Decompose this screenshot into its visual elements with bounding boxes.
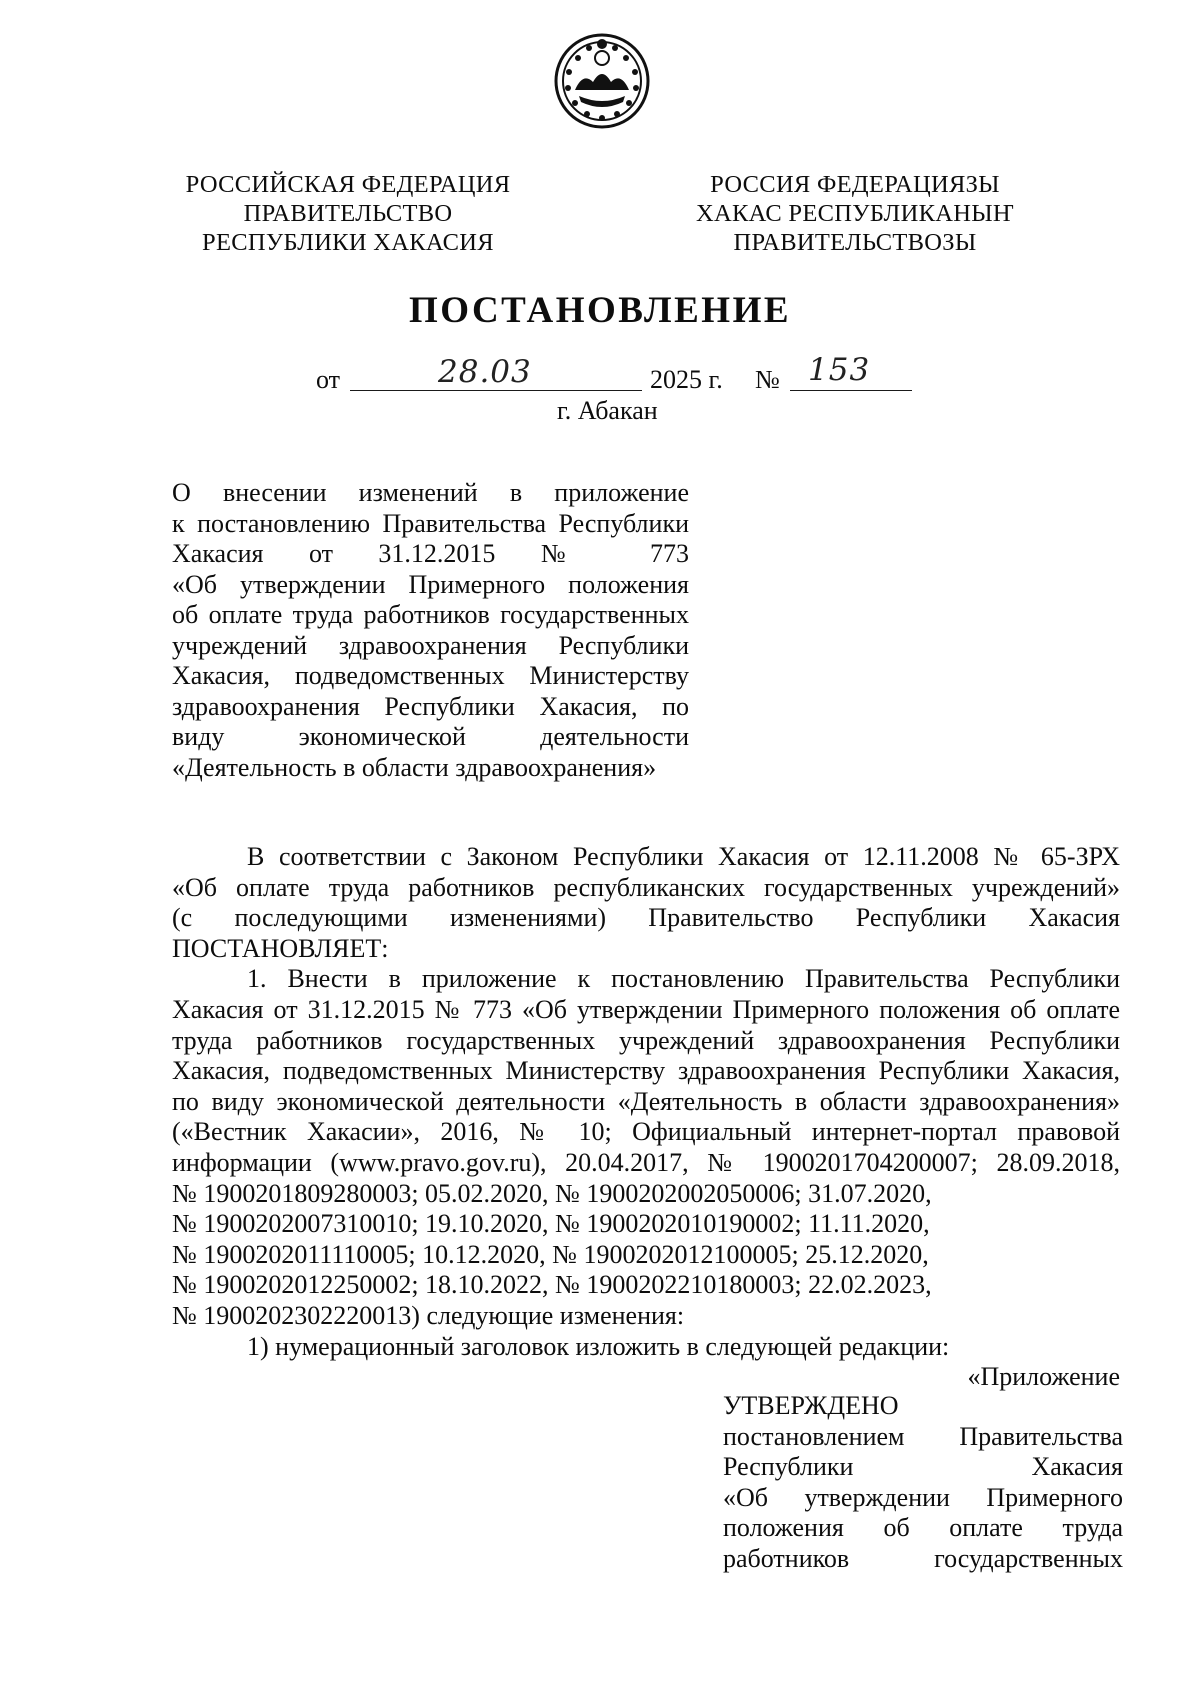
ref-cell: 18.10.2022, bbox=[425, 1270, 549, 1300]
header-left-line-3: РЕСПУБЛИКИ ХАКАСИЯ bbox=[202, 229, 494, 256]
ref-cell: № bbox=[555, 1178, 580, 1208]
handwritten-number: 153 bbox=[808, 352, 871, 388]
subitem-1: 1) нумерационный заголовок изложить в следующей редакции: bbox=[247, 1331, 950, 1361]
handwritten-date: 28.03 bbox=[438, 354, 532, 390]
item1-line: труда работников государственных учреждений здравоохранения Республики bbox=[172, 1025, 1120, 1055]
reference-row bbox=[172, 1209, 1120, 1240]
ref-cell: 10.12.2020, bbox=[422, 1239, 546, 1269]
subject-line: виду экономической деятельности bbox=[172, 722, 689, 751]
ref-cell: 1900202210180003; bbox=[586, 1270, 802, 1300]
subject-line: «Об утверждении Примерного положения bbox=[172, 569, 689, 599]
item1-line: Хакасия, подведомственных Министерству здравоохранения Республики Хакасия, bbox=[172, 1056, 1120, 1086]
header-left-line-2: ПРАВИТЕЛЬСТВО bbox=[243, 200, 453, 227]
ref-cell: № bbox=[172, 1239, 197, 1269]
approval-line: УТВЕРЖДЕНО bbox=[723, 1391, 899, 1420]
approval-line: Республики Хакасия bbox=[723, 1452, 1123, 1481]
ref-cell: № bbox=[555, 1270, 580, 1300]
number-underline bbox=[790, 390, 912, 391]
approval-block bbox=[723, 1391, 1123, 1574]
header-left-line-1: РОССИЙСКАЯ ФЕДЕРАЦИЯ bbox=[185, 171, 511, 198]
references-last-line: № 1900202302220013) следующие изменения: bbox=[172, 1300, 685, 1330]
ref-cell: 05.02.2020, bbox=[425, 1178, 549, 1208]
ref-cell: 31.07.2020, bbox=[808, 1178, 932, 1208]
city-label: г. Абакан bbox=[557, 396, 658, 425]
ref-cell: № bbox=[172, 1270, 197, 1300]
ref-cell: 1900202007310010; bbox=[203, 1209, 419, 1239]
number-label: № bbox=[755, 365, 780, 394]
ref-cell: 1900201809280003; bbox=[203, 1178, 419, 1208]
ref-cell: 25.12.2020, bbox=[805, 1239, 929, 1269]
reference-row bbox=[172, 1240, 1120, 1271]
subject-line: «Деятельность в области здравоохранения» bbox=[172, 752, 657, 782]
preamble-line: ПОСТАНОВЛЯЕТ: bbox=[172, 933, 389, 963]
subject-line: здравоохранения Республики Хакасия, по bbox=[172, 691, 689, 721]
item1-line: 1. Внести в приложение к постановлению Правительства Республики bbox=[247, 964, 1120, 994]
ref-cell: 1900202012100005; bbox=[583, 1239, 799, 1269]
preamble-line: В соответствии с Законом Республики Хакасия от 12.11.2008 № 65-ЗРХ bbox=[247, 842, 1120, 871]
subject-line: О внесении изменений в приложение bbox=[172, 478, 689, 507]
ref-cell: 22.02.2023, bbox=[808, 1270, 932, 1300]
date-from-label: от bbox=[316, 365, 341, 394]
ref-cell: № bbox=[172, 1178, 197, 1208]
header-right-line-1: РОССИЯ ФЕДЕРАЦИЯЗЫ bbox=[710, 171, 1000, 198]
reference-row bbox=[172, 1270, 1120, 1301]
ref-cell: 19.10.2020, bbox=[425, 1209, 549, 1239]
header-left-block bbox=[128, 170, 568, 257]
header-right-line-2: ХАКАС РЕСПУБЛИКАНЫҤ bbox=[695, 200, 1015, 227]
approval-line: положения об оплате труда bbox=[723, 1513, 1123, 1542]
ref-cell: 1900202011110005; bbox=[203, 1239, 416, 1269]
ref-cell: № bbox=[552, 1239, 577, 1269]
coat-of-arms-emblem bbox=[553, 32, 651, 130]
ref-cell: 1900202010190002; bbox=[586, 1209, 802, 1239]
preamble-line: «Об оплате труда работников республиканских государственных учреждений» bbox=[172, 872, 1120, 902]
approval-line: «Об утверждении Примерного bbox=[723, 1482, 1123, 1512]
subject-line: к постановлению Правительства Республики bbox=[172, 508, 689, 538]
appendix-label: «Приложение bbox=[967, 1362, 1120, 1392]
header-right-line-3: ПРАВИТЕЛЬСТВОЗЫ bbox=[733, 229, 977, 256]
subject-block bbox=[172, 478, 689, 783]
item1-line: информации (www.pravo.gov.ru), 20.04.2017, № 1900201704200007; 28.09.2018, bbox=[172, 1147, 1120, 1177]
approval-line: постановлением Правительства bbox=[723, 1421, 1123, 1451]
ref-cell: № bbox=[555, 1209, 580, 1239]
document-type-title: ПОСТАНОВЛЕНИЕ bbox=[408, 290, 792, 331]
approval-line: работников государственных bbox=[723, 1543, 1123, 1573]
ref-cell: 1900202012250002; bbox=[203, 1270, 419, 1300]
reference-row bbox=[172, 1179, 1120, 1210]
subject-line: об оплате труда работников государственных bbox=[172, 600, 689, 629]
header-right-block bbox=[635, 170, 1075, 257]
ref-cell: 1900202002050006; bbox=[586, 1178, 802, 1208]
subject-line: учреждений здравоохранения Республики bbox=[172, 630, 689, 660]
date-underline bbox=[350, 390, 642, 391]
item1-line: Хакасия от 31.12.2015 № 773 «Об утверждении Примерного положения об оплате bbox=[172, 994, 1120, 1024]
ref-cell: № bbox=[172, 1209, 197, 1239]
ref-cell: 11.11.2020, bbox=[808, 1209, 930, 1239]
subject-line: Хакасия, подведомственных Министерству bbox=[172, 661, 689, 690]
item1-line: по виду экономической деятельности «Деятельность в области здравоохранения» bbox=[172, 1086, 1120, 1116]
body-text bbox=[172, 842, 1120, 1393]
year-label: 2025 г. bbox=[650, 365, 723, 394]
preamble-line: (с последующими изменениями) Правительство Республики Хакасия bbox=[172, 903, 1120, 933]
subject-line: Хакасия от 31.12.2015 № 773 bbox=[172, 539, 689, 568]
item1-line: («Вестник Хакасии», 2016, № 10; Официальный интернет-портал правовой bbox=[172, 1117, 1120, 1147]
